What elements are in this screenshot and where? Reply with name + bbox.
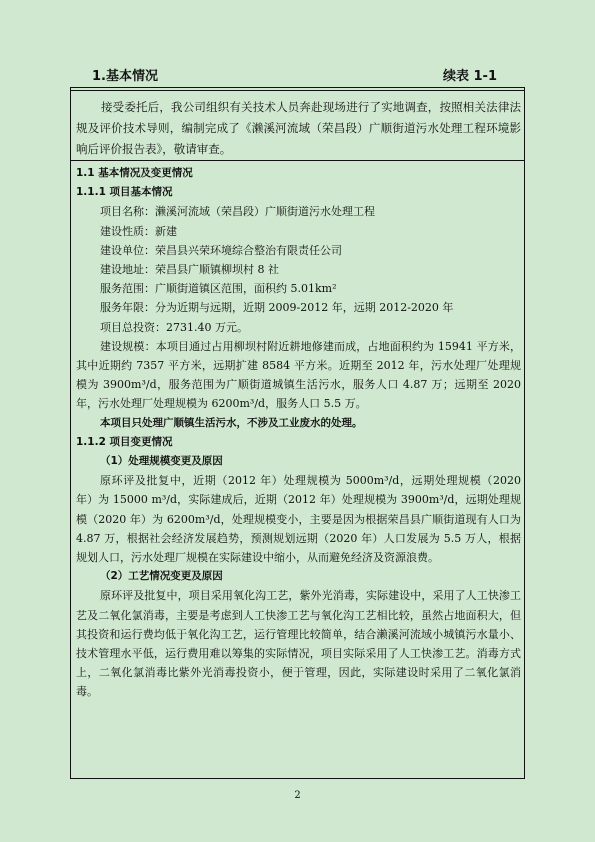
cell-divider [71,160,524,161]
content-cell [76,164,521,702]
heading-1-1-2: 1.1.2 项目变更情况 [76,435,173,448]
item-builder: 建设单位：荣昌县兴荣环境综合整治有限责任公司 [100,243,342,257]
item-address: 建设地址：荣昌县广顺镇柳坝村 8 社 [100,263,279,277]
page-header [92,65,497,83]
subheading-scale-change: （1）处理规模变更及原因 [100,455,223,468]
subheading-process-change: （2）工艺情况变更及原因 [100,570,223,583]
item-service-period: 服务年限：分为近期与远期，近期 2009-2012 年，远期 2012-2020 年 [100,301,454,315]
scale-paragraph: 建设规模：本项目通过占用柳坝村附近耕地修建而成，占地面积约为 15941 平方米，其中近期约 7357 平方米，远期扩建 8584 平方米。近期至 2012 年，污水处理厂处理规模为 3900m³/d，服务范围为广顺街道城镇生活污水，服务人口 4.87 万；远期至 2020 年，污水处理厂处理规模为 6200m³/d，服务人口 5.5 万。 [76,339,521,411]
bold-note: 本项目只处理广顺镇生活污水，不涉及工业废水的处理。 [100,416,363,429]
process-change-paragraph: 原环评及批复中，项目采用氧化沟工艺，紫外光消毒，实际建设中，采用了人工快渗工艺及二氧化氯消毒，主要是考虑到人工快渗工艺与氧化沟工艺相比较，虽然占地面积大，但其投资和运行费均低于氧化沟工艺，运行管理比较简单，结合濑溪河流域小城镇污水量小、技术管理水平低，运行费用难以筹集的实际情况，项目实际采用了人工快渗工艺。消毒方式上，二氧化氯消毒比紫外光消毒投资小，便于管理，因此，实际建设时采用了二氧化氯消毒。 [76,589,521,699]
heading-1-1: 1.1 基本情况及变更情况 [76,167,193,179]
scale-change-paragraph: 原环评及批复中，近期（2012 年）处理规模为 5000m³/d，远期处理规模（2020 年）为 15000 m³/d，实际建成后，近期（2012 年）处理规模为 3900m³/d，远期处理规模（2020 年）为 6200m³/d，处理规模变小，主要是因为根据荣昌县广顺街道现有人口为 4.87 万，根据社会经济发展趋势，预测规划远期（2020 年）人口发展为 5.5 万人，根据规划人口，污水处理厂规模在实际建设中缩小，从而避免经济及资源浪费。 [76,474,521,565]
item-nature: 建设性质：新建 [100,224,177,238]
double-top-rule [70,90,525,91]
item-project-name: 项目名称：濑溪河流域（荣昌段）广顺街道污水处理工程 [100,205,375,219]
heading-1-1-1: 1.1.1 项目基本情况 [76,186,173,199]
intro-paragraph: 接受委托后，我公司组织有关技术人员奔赴现场进行了实地调查，按照相关法律法规及评价技术导则，编制完成了《濑溪河流域（荣昌段）广顺街道污水处理工程环境影响后评价报告表》，敬请审查。 [76,100,521,156]
section-title: 1.基本情况 [92,69,158,84]
report-table-frame [70,87,525,779]
item-investment: 项目总投资：2731.40 万元。 [100,320,248,334]
intro-cell [76,97,521,160]
page-number: 2 [294,790,301,801]
item-service-area: 服务范围：广顺街道镇区范围，面积约 5.01km² [100,282,337,296]
table-continued-label: 续表 1-1 [442,69,497,84]
